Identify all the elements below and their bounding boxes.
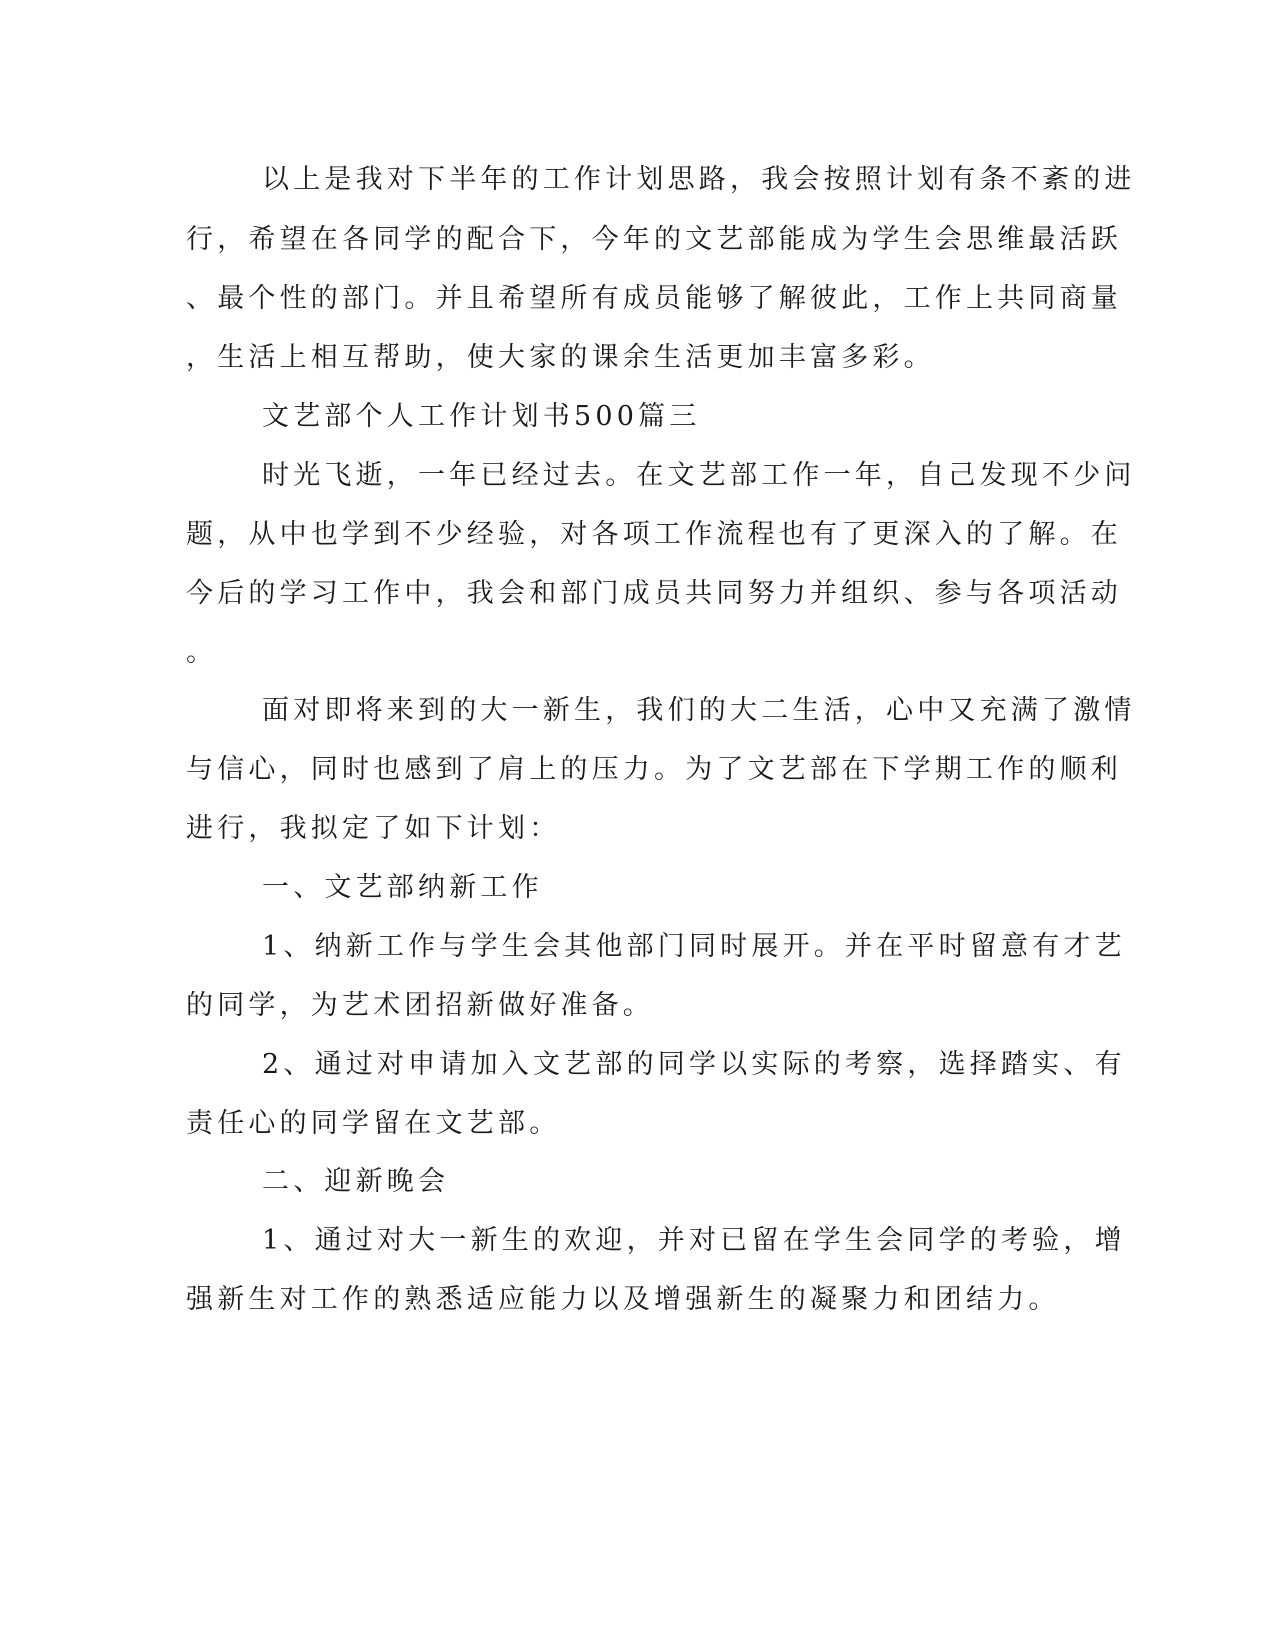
text-line: 。 — [186, 637, 218, 668]
text-line: 行，希望在各同学的配合下，今年的文艺部能成为学生会思维最活跃 — [186, 224, 1122, 255]
text-line: 1、纳新工作与学生会其他部门同时展开。并在平时留意有才艺 — [262, 931, 1126, 962]
text-line: 今后的学习工作中，我会和部门成员共同努力并组织、参与各项活动 — [186, 578, 1122, 609]
text-line: 进行，我拟定了如下计划： — [186, 813, 561, 844]
text-line: 1、通过对大一新生的欢迎，并对已留在学生会同学的考验，增 — [262, 1225, 1126, 1256]
list-heading: 二、迎新晚会 — [262, 1166, 450, 1197]
text-line: 2、通过对申请加入文艺部的同学以实际的考察，选择踏实、有 — [262, 1049, 1126, 1080]
text-line: 、最个性的部门。并且希望所有成员能够了解彼此，工作上共同商量 — [186, 283, 1122, 314]
text-line: 与信心，同时也感到了肩上的压力。为了文艺部在下学期工作的顺利 — [186, 754, 1122, 785]
text-line: 责任心的同学留在文艺部。 — [186, 1108, 561, 1139]
text-line: ，生活上相互帮助，使大家的课余生活更加丰富多彩。 — [186, 342, 935, 373]
text-line: 题，从中也学到不少经验，对各项工作流程也有了更深入的了解。在 — [186, 519, 1122, 550]
text-line: 的同学，为艺术团招新做好准备。 — [186, 990, 654, 1021]
text-line: 时光飞逝，一年已经过去。在文艺部工作一年，自己发现不少问 — [262, 460, 1136, 491]
text-line: 面对即将来到的大一新生，我们的大二生活，心中又充满了激情 — [262, 695, 1136, 726]
text-line: 以上是我对下半年的工作计划思路，我会按照计划有条不紊的进 — [262, 164, 1136, 195]
text-line: 强新生对工作的熟悉适应能力以及增强新生的凝聚力和团结力。 — [186, 1284, 1060, 1315]
list-heading: 一、文艺部纳新工作 — [262, 872, 543, 903]
section-heading: 文艺部个人工作计划书500篇三 — [262, 401, 701, 432]
